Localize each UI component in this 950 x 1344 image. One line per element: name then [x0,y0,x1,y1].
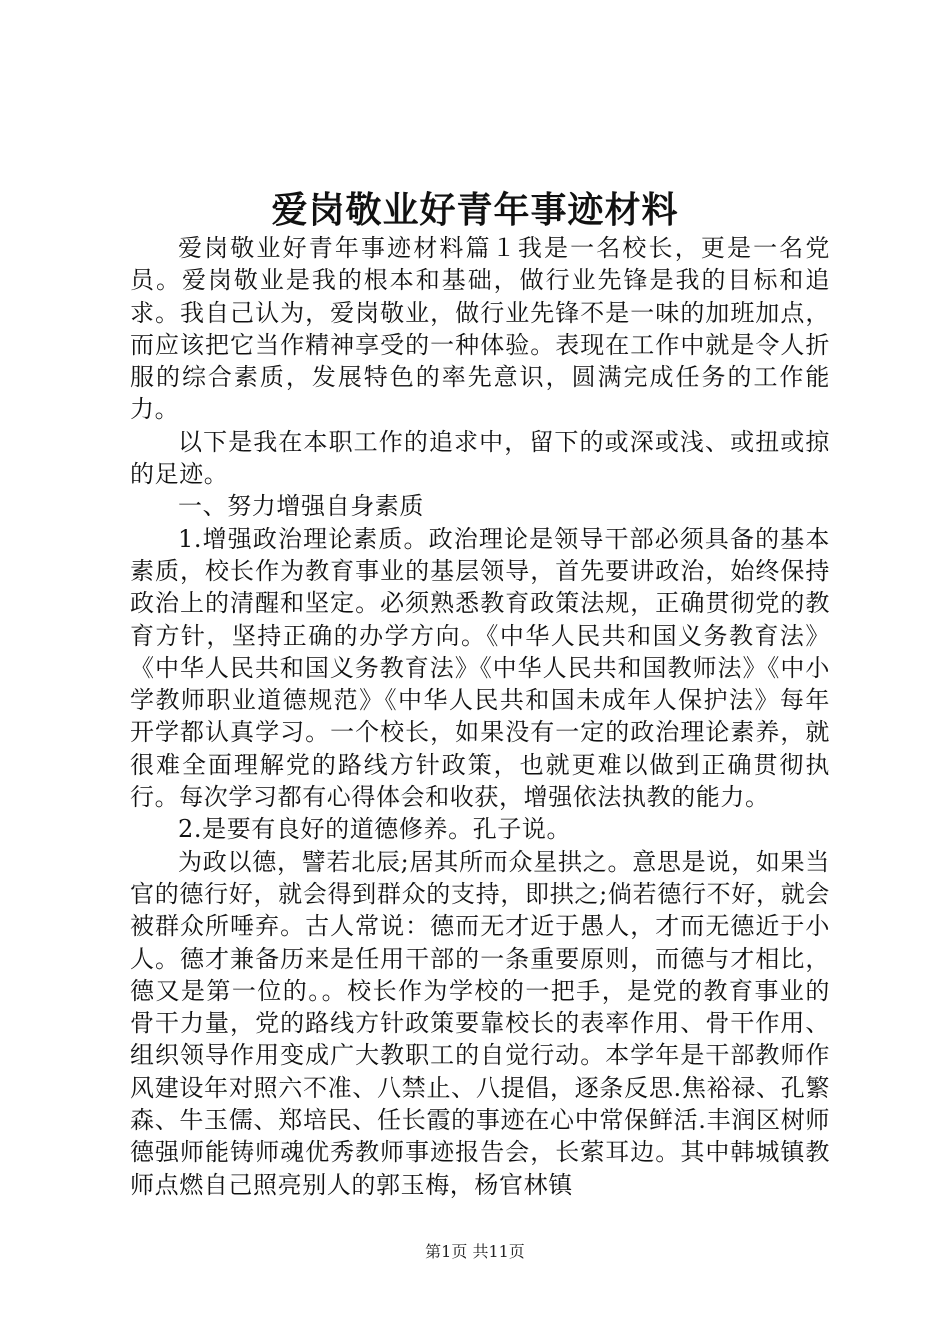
paragraph-intro: 爱岗敬业好青年事迹材料篇１我是一名校长，更是一名党员。爱岗敬业是我的根本和基础，做行业先锋是我的目标和追求。我自己认为，爱岗敬业，做行业先锋不是一味的加班加点，而应该把它当作精神享受的一种体验。表现在工作中就是令人折服的综合素质，发展特色的率先意识，圆满完成任务的工作能力。 [130,234,830,424]
document-body [130,232,830,1201]
document-title: 爱岗敬业好青年事迹材料 [271,189,679,231]
page-footer: 第1页 共11页 [425,1242,525,1261]
paragraph-moral-cultivation: 2.是要有良好的道德修养。孔子说。 [178,815,572,844]
section-heading: 一、努力增强自身素质 [178,492,424,521]
paragraph-virtue-governance: 为政以德，譬若北辰;居其所而众星拱之。意思是说，如果当官的德行好，就会得到群众的支持，即拱之;倘若德行不好，就会被群众所唾弃。古人常说：德而无才近于愚人，才而无德近于小人。德才兼备历来是任用干部的一条重要原则，而德与才相比，德又是第一位的。。校长作为学校的一把手，是党的教育事业的骨干力量，党的路线方针政策要靠校长的表率作用、骨干作用、组织领导作用变成广大教职工的自觉行动。本学年是干部教师作风建设年对照六不准、八禁止、八提倡，逐条反思.焦裕禄、孔繁森、牛玉儒、郑培民、任长霞的事迹在心中常保鲜活.丰润区树师德强师能铸师魂优秀教师事迹报告会，长萦耳边。其中韩城镇教师点燃自己照亮别人的郭玉梅，杨官林镇 [130,847,830,1199]
paragraph-political-theory: 1.增强政治理论素质。政治理论是领导干部必须具备的基本素质，校长作为教育事业的基层领导，首先要讲政治，始终保持政治上的清醒和坚定。必须熟悉教育政策法规，正确贯彻党的教育方针，坚持正确的办学方向。《中华人民共和国义务教育法》《中华人民共和国义务教育法》《中华人民共和国教师法》《中小学教师职业道德规范》《中华人民共和国未成年人保护法》每年开学都认真学习。一个校长，如果没有一定的政治理论素养，就很难全面理解党的路线方针政策，也就更难以做到正确贯彻执行。每次学习都有心得体会和收获，增强依法执教的能力。 [130,524,830,812]
paragraph-footprints: 以下是我在本职工作的追求中，留下的或深或浅、或扭或掠的足迹。 [130,427,830,489]
